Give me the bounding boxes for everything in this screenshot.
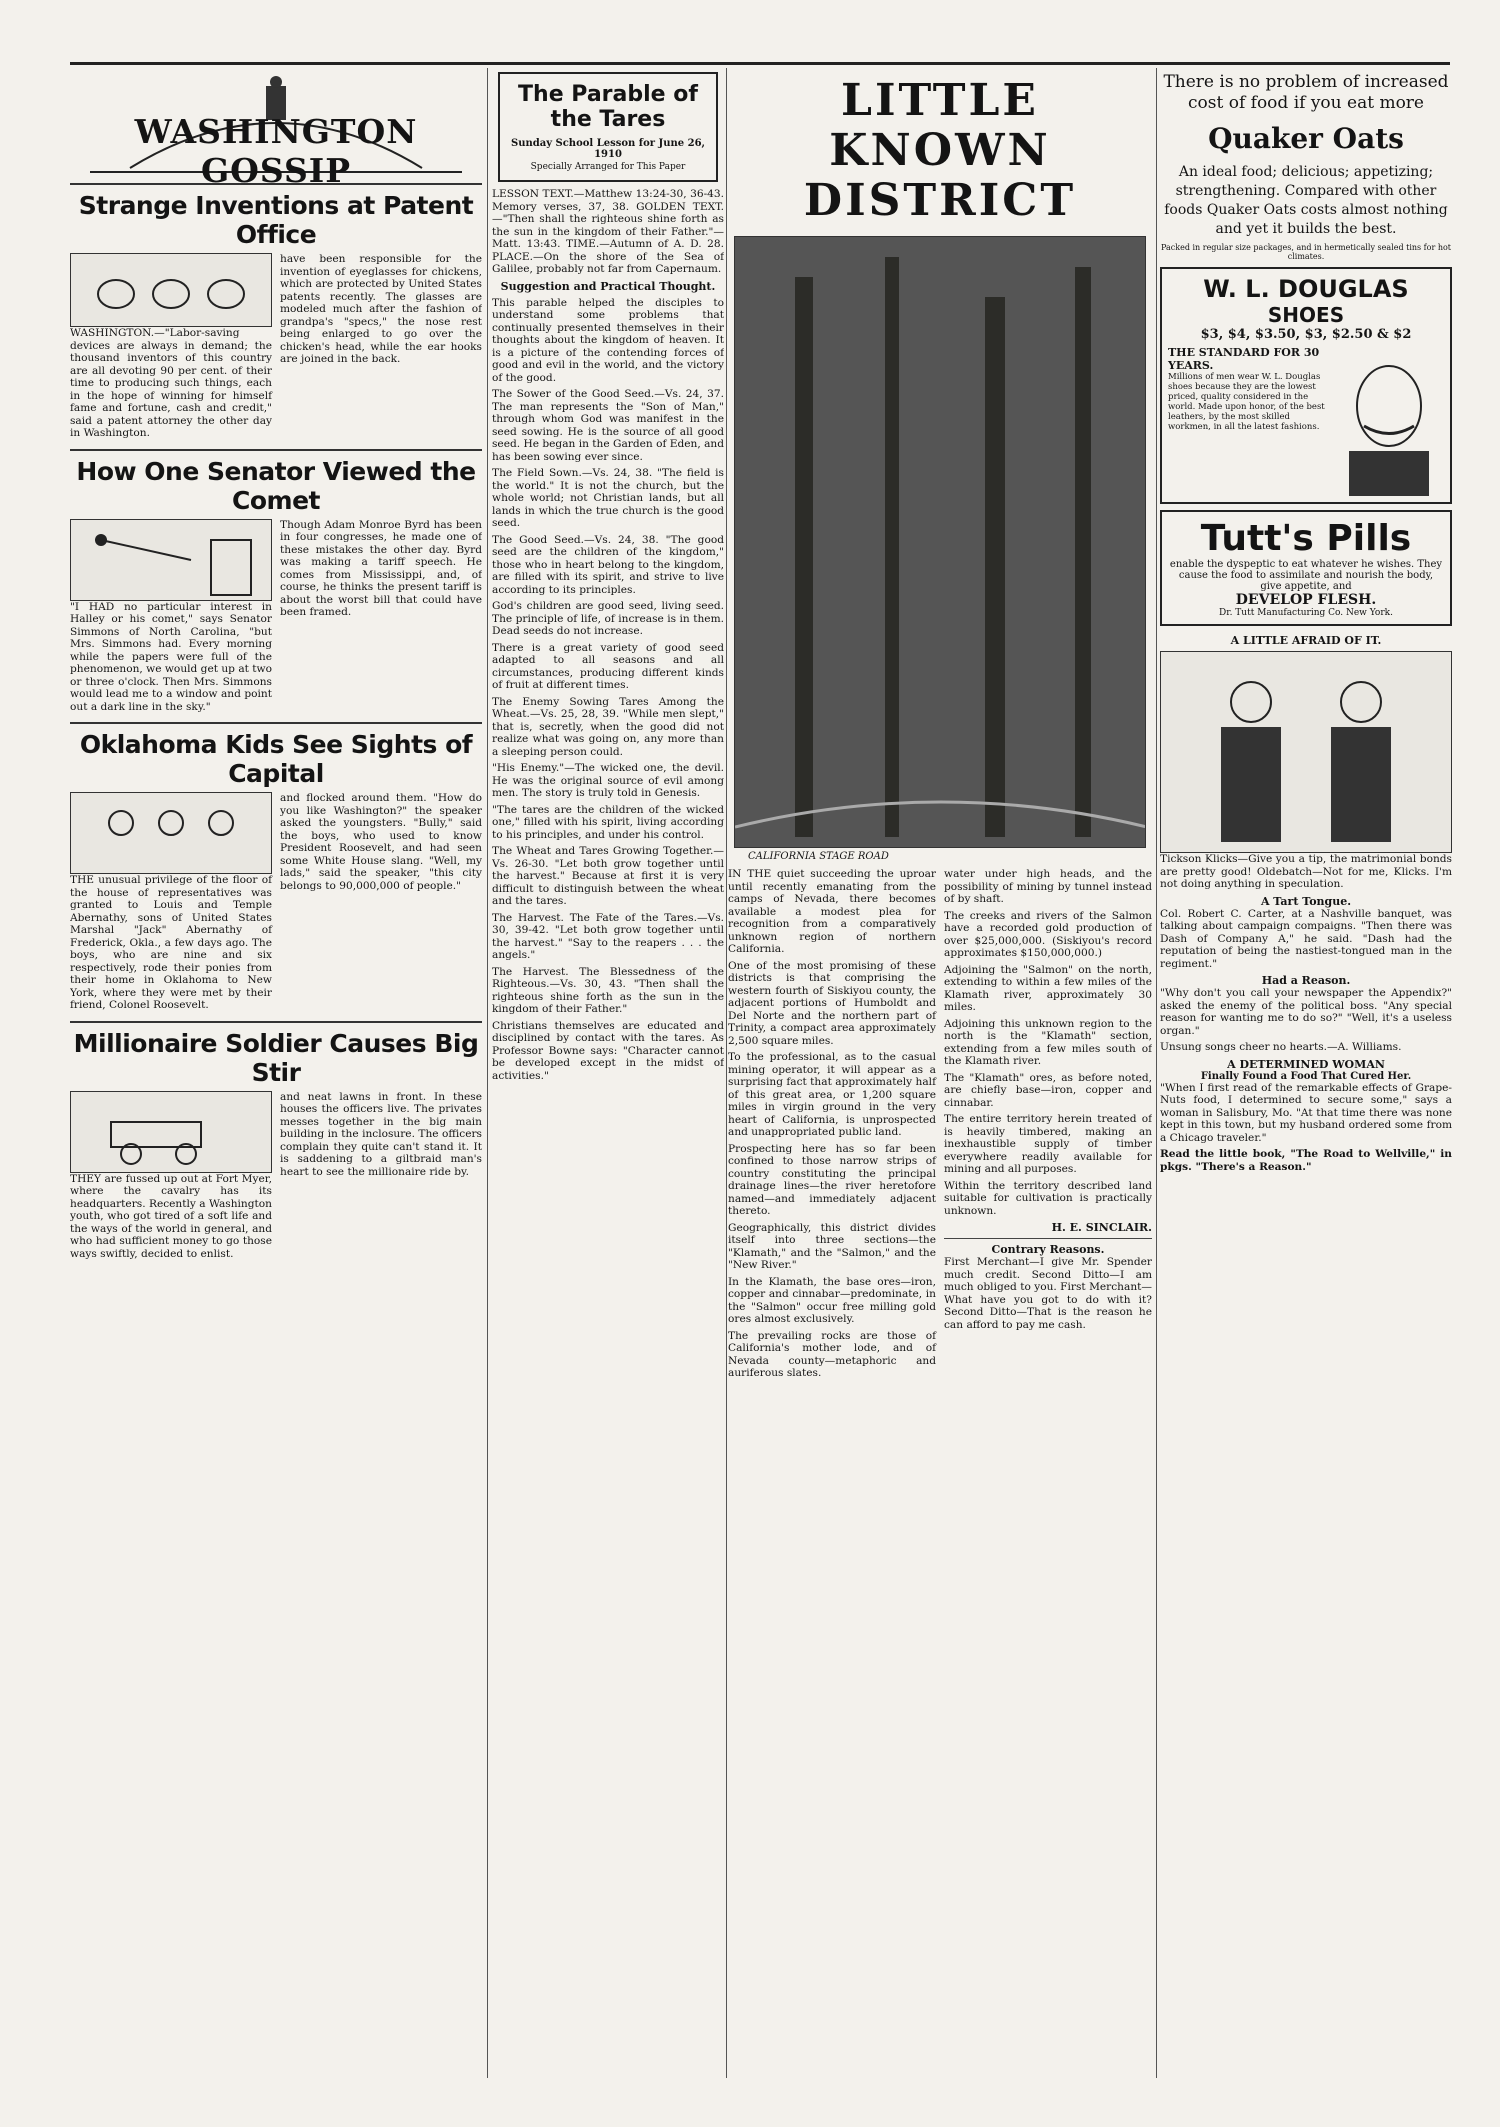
article-text: The entire territory herein treated of is heavily timbered, making an inexhaustible supply of timber everywhere readily available for mining and all purposes. — [944, 1113, 1152, 1175]
article-text: The prevailing rocks are those of California's mother lode, and of Nevada county—metaphoric and auriferous slates. — [728, 1329, 936, 1379]
lesson-text: The Good Seed.—Vs. 24, 38. "The good seed are the children of the kingdom," those who in heart belong to the kingdom, are filled with its spirit, and strive to live according to its principles. — [492, 533, 724, 596]
quaker-body: An ideal food; delicious; appetizing; strengthening. Compared with other foods Quaker Oats costs almost nothing and yet it builds the best. — [1164, 164, 1448, 237]
article-text: To the professional, as to the casual mining operator, it will appear as a surprising fact that approximately half of this great area, or 1,200 square miles in virgin ground in the very heart of California, is unprospected and unappropriated public land. — [728, 1051, 936, 1138]
article-text: WASHINGTON.—"Labor-saving devices are always in demand; the thousand inventors of this country are all devoting 90 per cent. of their time to producing such things, each in the hope of winning for himself fame and fortune, cash and credit," said a patent attorney the other day in Washington. — [70, 327, 272, 439]
quaker-footer: Packed in regular size packages, and in hermetically sealed tins for hot climates. — [1160, 243, 1452, 261]
headline-millionaire-soldier: Millionaire Soldier Causes Big Stir — [73, 1028, 479, 1087]
stage-road-photo — [734, 236, 1146, 848]
little-known-district-column — [728, 68, 1152, 2078]
portrait-icon — [1334, 346, 1444, 496]
quaker-ad — [1160, 72, 1452, 261]
tutt-develop: DEVELOP FLESH. — [1235, 592, 1377, 608]
district-title: LITTLE KNOWN DISTRICT — [803, 75, 1077, 226]
parable-subhead: Suggestion and Practical Thought. — [500, 279, 716, 293]
quaker-name: Quaker Oats — [1208, 122, 1404, 155]
lesson-text: The Sower of the Good Seed.—Vs. 24, 37. The man represents the "Son of Man," through whom God was manifest in the seed sowing. He is the source of all good seed. He began in the Garden of Eden, and has been sowing ever since. — [492, 388, 724, 463]
quote-text: Unsung songs cheer no hearts.—A. Williams. — [1160, 1041, 1402, 1053]
article-text: Geographically, this district divides itself into three sections—the "Klamath," and the "Salmon," and the "New River." — [728, 1221, 936, 1271]
anecdote-text: "Why don't you call your newspaper the Appendix?" asked the enemy of the political boss. "Any special reason for wanting me to do so?" "Well, it's a useless organ." — [1160, 987, 1452, 1037]
determined-woman-head: A DETERMINED WOMAN — [1227, 1057, 1385, 1071]
douglas-standard: THE STANDARD FOR 30 YEARS. — [1168, 346, 1320, 372]
tutt-ad — [1160, 510, 1452, 626]
article-text: THEY are fussed up out at Fort Myer, where the cavalry has its headquarters. Recently a Washington youth, who got tired of a soft life and the ways of the world in general, and who had sufficient money to go those ways swiftly, decided to enlist. — [70, 1172, 272, 1260]
joke-text: Tickson Klicks—Give you a tip, the matrimonial bonds are pretty good! Oldebatch—Not for me, Klicks. I'm not doing anything in speculation. — [1160, 853, 1452, 890]
article-text: The "Klamath" ores, as before noted, are chiefly base—iron, copper and cinnabar. — [944, 1071, 1152, 1109]
kids-icon — [71, 793, 271, 873]
determined-woman-sub: Finally Found a Food That Cured Her. — [1200, 1070, 1412, 1082]
ad-footer: Read the little book, "The Road to Wellville," in pkgs. "There's a Reason." — [1160, 1148, 1452, 1173]
article-text: The creeks and rivers of the Salmon have a recorded gold production of over $25,000,000. (Siskiyou's record approximates $150,000,000.) — [944, 909, 1152, 959]
parable-column — [492, 68, 724, 2078]
parable-title: The Parable of the Tares — [518, 82, 698, 132]
article-text: Prospecting here has so far been confined to those narrow strips of country constituting the principal drainage lines—the river heretofore named—and immediately adjacent thereto. — [728, 1142, 936, 1217]
article-text: Within the territory described land suitable for cultivation is practically unknown. — [944, 1179, 1152, 1217]
headline-senator-comet: How One Senator Viewed the Comet — [76, 456, 476, 515]
soldier-cartoon — [70, 1091, 272, 1173]
divider — [70, 1021, 482, 1023]
tutt-name: Tutt's Pills — [1200, 518, 1412, 559]
parable-subtitle: Sunday School Lesson for June 26, 1910 — [510, 138, 706, 160]
kids-cartoon — [70, 792, 272, 874]
couple-icon — [1161, 652, 1452, 852]
parable-note: Specially Arranged for This Paper — [530, 162, 686, 172]
lesson-text: LESSON TEXT.—Matthew 13:24-30, 36-43. Memory verses, 37, 38. GOLDEN TEXT.—"Then shall the righteous shine forth as the sun in the kingdom of their Father."—Matt. 13:43. TIME.—Autumn of A. D. 28. PLACE.—On the shore of the Sea of Galilee, probably not far from Capernaum. — [492, 188, 724, 275]
article-text: First Merchant—I give Mr. Spender much credit. Second Ditto—I am much obliged to you. First Merchant—What have you got to do with it? Second Ditto—That is the reason he can afford to pay me cash. — [944, 1256, 1152, 1331]
author-signature: H. E. SINCLAIR. — [1051, 1221, 1152, 1234]
article-text: IN THE quiet succeeding the uproar until recently emanating from the camps of Nevada, there becomes available a modest plea for recognition from a comparatively unknown region of northern California. — [728, 868, 936, 955]
chicken-cartoon — [70, 253, 272, 327]
masthead-rule — [70, 62, 1450, 65]
comet-icon — [71, 520, 271, 600]
divider — [70, 449, 482, 451]
washington-gossip-title: WASHINGTON GOSSIP — [134, 112, 418, 190]
quaker-headline: There is no problem of increased cost of food if you eat more — [1163, 72, 1449, 113]
article-text: In the Klamath, the base ores—iron, copper and cinnabar—predominate, in the "Salmon" occur free milling gold ores almost exclusively. — [728, 1275, 936, 1325]
douglas-name: W. L. DOUGLAS — [1203, 275, 1409, 303]
lesson-text: There is a great variety of good seed adapted to all seasons and all circumstances, producing different kinds of fruit at different times. — [492, 641, 724, 691]
parable-title-box — [498, 72, 718, 182]
forest-icon — [735, 237, 1146, 847]
had-reason-head: Had a Reason. — [1261, 974, 1351, 987]
lesson-text: The Harvest. The Fate of the Tares.—Vs. 30, 39-42. "Let both grow together until the harvest." "Say to the reapers . . . the angels." — [492, 911, 724, 961]
lesson-text: "His Enemy."—The wicked one, the devil. He was the original source of evil among men. The story is truly told in Genesis. — [492, 762, 724, 799]
divider — [944, 1238, 1152, 1239]
lesson-text: The Enemy Sowing Tares Among the Wheat.—Vs. 25, 28, 39. "While men slept," that is, secretly, when the good did not realize what was going on, any more than a sleeping person could. — [492, 695, 724, 758]
article-text: Adjoining the "Salmon" on the north, extending to within a few miles of the Klamath river, approximately 30 miles. — [944, 963, 1152, 1013]
tutt-footer: Dr. Tutt Manufacturing Co. New York. — [1219, 608, 1393, 618]
anecdote-text: Col. Robert C. Carter, at a Nashville banquet, was talking about campaign compaigns. "Then there was Dash of Company A," he said. "Dash had the reputation of being the nastiest-tongued man in the regiment." — [1160, 907, 1452, 970]
article-text: Though Adam Monroe Byrd has been in four congresses, he made one of these mistakes the other day. Byrd was making a tariff speech. He comes from Mississippi, and, of course, he thinks the present tariff is about the worst bill that could have been framed. — [280, 518, 482, 618]
lesson-text: God's children are good seed, living seed. The principle of life, of increase is in them. Dead seeds do not increase. — [492, 600, 724, 637]
ad-text: "When I first read of the remarkable effects of Grape-Nuts food, I determined to secure some," says a woman in Salisbury, Mo. "At that time there was none kept in this town, but my husband ordered some from a Chicago traveler." — [1160, 1081, 1452, 1144]
divider — [70, 722, 482, 724]
douglas-ad — [1160, 267, 1452, 504]
tutt-body: enable the dyspeptic to eat whatever he wishes. They cause the food to assimilate and nourish the body, give appetite, and — [1169, 559, 1443, 592]
afraid-cartoon — [1160, 651, 1452, 853]
douglas-body: Millions of men wear W. L. Douglas shoes because they are the lowest priced, quality considered in the world. Made upon honor, of the best leathers, by the most skilled workmen, in all the latest fashions. — [1168, 372, 1325, 432]
lesson-text: Christians themselves are educated and disciplined by contact with the tares. As Professor Bowne says: "Character cannot be developed except in the midst of activities." — [492, 1019, 724, 1082]
tart-tongue-head: A Tart Tongue. — [1260, 894, 1352, 908]
ads-column — [1160, 68, 1452, 2078]
chicken-icon — [71, 254, 271, 326]
lesson-text: The Wheat and Tares Growing Together.—Vs. 26-30. "Let both grow together until the harvest." Because at first it is very difficult to distinguish between the wheat and the tares. — [492, 845, 724, 907]
article-text: and neat lawns in front. In these houses the officers live. The privates messes together in the big main building in the inclosure. The officers complain they quite can't stand it. It is saddening to a giltbraid man's heart to see the millionaire ride by. — [280, 1090, 482, 1178]
article-text: THE unusual privilege of the floor of the house of representatives was granted to Louis and Temple Abernathy, sons of United States Marshal "Jack" Abernathy of Frederick, Okla., a few days ago. The boys, who are nine and six respectively, rode their ponies from their home in Oklahoma to New York, where they were met by their friend, Colonel Roosevelt. — [70, 874, 272, 1011]
douglas-shoes: SHOES — [1267, 303, 1345, 327]
lesson-text: This parable helped the disciples to understand some problems that continually presented themselves in their thoughts about the kingdom of heaven. It is a picture of the contending forces of good and evil in the world, and the victory of the good. — [492, 296, 724, 384]
article-text: and flocked around them. "How do you like Washington?" the speaker asked the youngsters. "Bully," said the boys, who used to know President Roosevelt, and had seen some White House slang. "Well, my lads," said the speaker, "this city belongs to 90,000,000 of people." — [280, 792, 482, 892]
article-text: water under high heads, and the possibility of mining by tunnel instead of by shaft. — [944, 868, 1152, 905]
contrary-reasons-head: Contrary Reasons. — [991, 1243, 1105, 1256]
washington-gossip-column — [70, 68, 482, 2078]
article-text: Adjoining this unknown region to the north is the "Klamath" section, extending from a few miles south of the Klamath river. — [944, 1017, 1152, 1067]
article-text: have been responsible for the invention of eyeglasses for chickens, which are protected by United States patents recently. The glasses are modeled much after the fashion of grandpa's "specs," the nose rest being enlarged to go over the chicken's head, while the ear hooks are joined in the back. — [280, 253, 482, 365]
article-text: "I HAD no particular interest in Halley or his comet," says Senator Simmons of North Carolina, "but Mrs. Simmons had. Every morning while the papers were full of the phenomenon, we would get up at two or three o'clock. Then Mrs. Simmons would lead me to a window and point out a dark line in the sky." — [70, 600, 272, 713]
headline-strange-inventions: Strange Inventions at Patent Office — [78, 191, 474, 249]
photo-caption: CALIFORNIA STAGE ROAD — [748, 851, 889, 862]
comet-cartoon — [70, 519, 272, 601]
column-rule — [487, 68, 488, 2078]
lesson-text: "The tares are the children of the wicked one," filled with his spirit, living according to his principles, and under his control. — [492, 803, 724, 841]
article-text: One of the most promising of these districts is that comprising the western fourth of Siskiyou county, the adjacent portions of Humboldt and Del Norte and the northern part of Trinity, a compact area approximately 2,500 square miles. — [728, 959, 936, 1047]
column-rule — [1156, 68, 1157, 2078]
afraid-title: A LITTLE AFRAID OF IT. — [1230, 634, 1382, 647]
headline-oklahoma-kids: Oklahoma Kids See Sights of Capital — [79, 730, 473, 788]
lesson-text: The Field Sown.—Vs. 24, 38. "The field is the world." It is not the church, but the whole world; not Christian lands, but all lands in which the true church is the good seed. — [492, 467, 724, 529]
douglas-prices: $3, $4, $3.50, $3, $2.50 & $2 — [1200, 327, 1412, 342]
automobile-icon — [71, 1092, 271, 1172]
lesson-text: The Harvest. The Blessedness of the Righteous.—Vs. 30, 43. "Then shall the righteous shine forth as the sun in the kingdom of their Father." — [492, 965, 724, 1015]
column-rule — [726, 68, 727, 2078]
washington-gossip-header — [70, 68, 482, 190]
